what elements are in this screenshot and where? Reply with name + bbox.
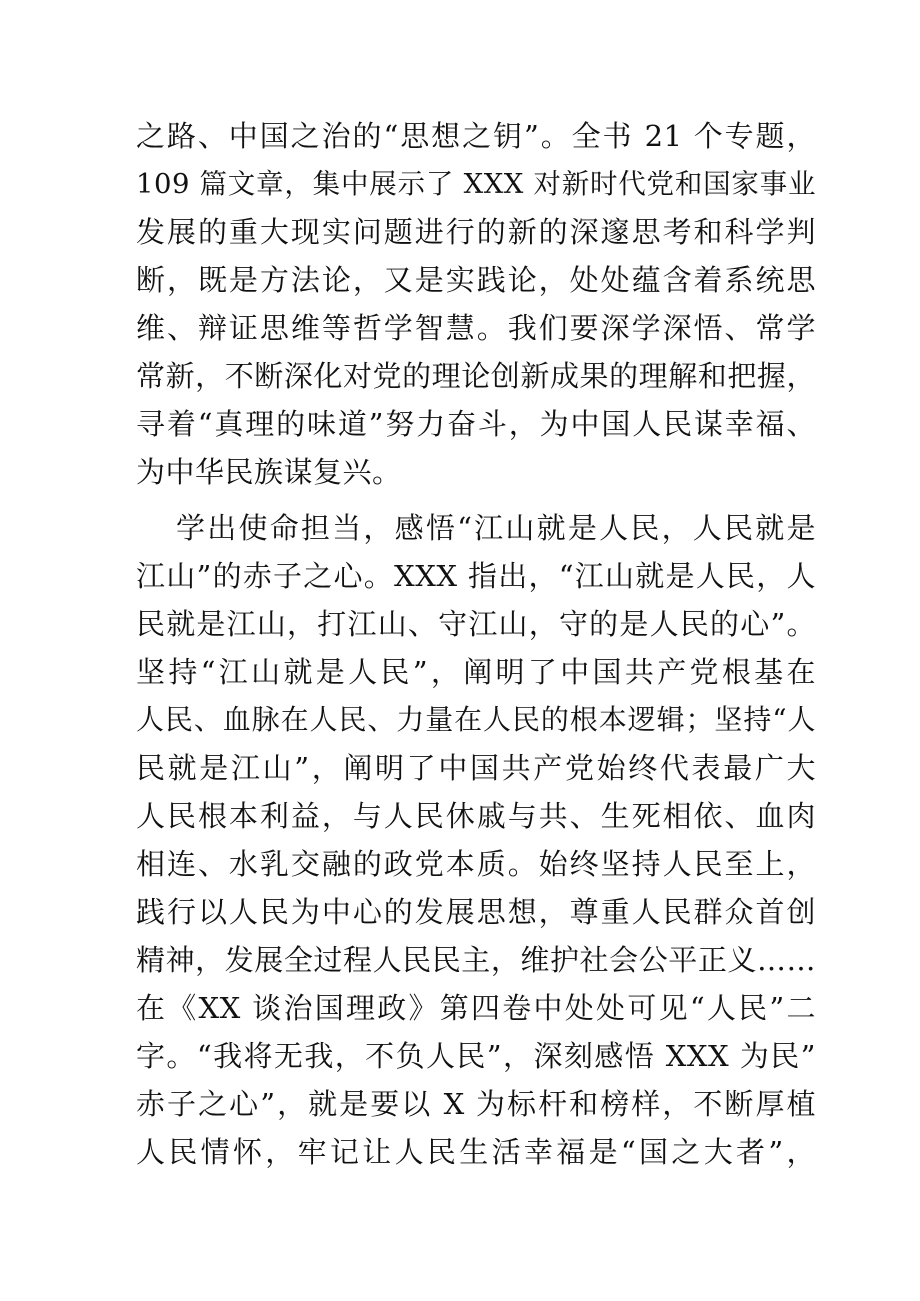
text-line: 民就是江山”，阐明了中国共产党始终代表最广大 <box>136 751 816 785</box>
text-line: 109 篇文章，集中展示了 XXX 对新时代党和国家事业 <box>136 168 816 200</box>
text-line: 赤子之心”，就是要以 X 为标杆和榜样，不断厚植 <box>136 1087 816 1121</box>
text-line: 维、辩证思维等哲学智慧。我们要深学深悟、常学 <box>136 311 816 345</box>
text-line: 相连、水乳交融的政党本质。始终坚持人民至上， <box>136 847 816 881</box>
paragraph-2 <box>136 504 816 1176</box>
text-line: 之路、中国之治的“思想之钥”。全书 21 个专题， <box>136 119 816 153</box>
text-line: 践行以人民为中心的发展思想，尊重人民群众首创 <box>136 895 816 929</box>
text-line: 人民根本利益，与人民休戚与共、生死相依、血肉 <box>136 799 816 833</box>
text-line: 学出使命担当，感悟“江山就是人民，人民就是 <box>176 511 816 545</box>
paragraph-1 <box>136 112 816 496</box>
text-line: 常新，不断深化对党的理论创新成果的理解和把握， <box>136 359 816 393</box>
text-line: 寻着“真理的味道”努力奋斗，为中国人民谋幸福、 <box>136 407 816 441</box>
text-line: 人民情怀，牢记让人民生活幸福是“国之大者”， <box>136 1135 816 1169</box>
text-line: 精神，发展全过程人民民主，维护社会公平正义…… <box>136 943 816 977</box>
text-line: 断，既是方法论，又是实践论，处处蕴含着系统思 <box>136 263 816 297</box>
text-line: 为中华民族谋复兴。 <box>136 455 402 489</box>
text-line: 民就是江山，打江山、守江山，守的是人民的心”。 <box>136 607 816 641</box>
text-line: 字。“我将无我，不负人民”，深刻感悟 XXX 为民” <box>136 1039 816 1073</box>
text-line: 江山”的赤子之心。XXX 指出，“江山就是人民，人 <box>136 559 816 593</box>
text-line: 发展的重大现实问题进行的新的深邃思考和科学判 <box>136 215 816 249</box>
text-line: 在《XX 谈治国理政》第四卷中处处可见“人民”二 <box>136 991 816 1025</box>
text-line: 坚持“江山就是人民”，阐明了中国共产党根基在 <box>136 655 816 689</box>
text-line: 人民、血脉在人民、力量在人民的根本逻辑；坚持“人 <box>136 703 816 736</box>
